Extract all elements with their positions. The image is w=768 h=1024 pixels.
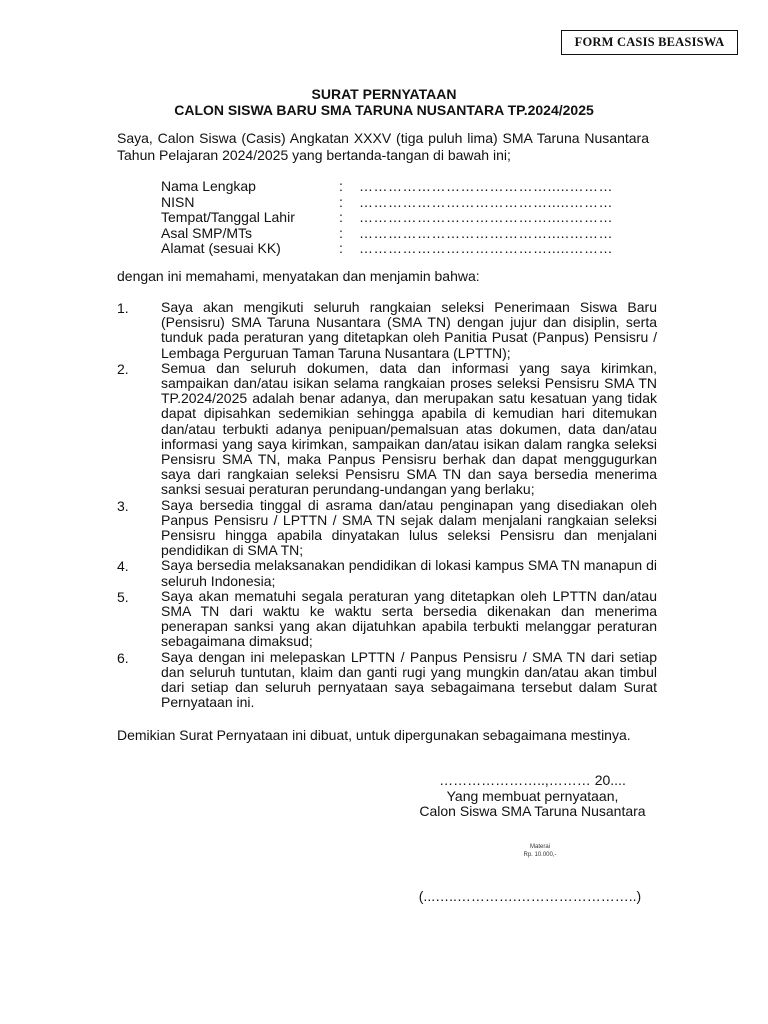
item-number: 6. <box>117 649 129 666</box>
materai-stamp-area <box>520 843 560 859</box>
list-item <box>117 498 657 559</box>
item-number: 2. <box>117 360 129 377</box>
field-label: Alamat (sesuai KK) <box>161 240 281 256</box>
list-item <box>117 361 657 498</box>
item-text: Semua dan seluruh dokumen, data dan informasi yang saya kirimkan, sampaikan dan/atau isikan selama rangkaian proses seleksi Pensisru SMA TN TP.2024/2025 adalah benar adanya, dan merupakan satu kesatuan yang tidak dapat dipisahkan sedemikian sehingga apabila di kemudian hari ditemukan dan/atau terbukti adanya penipuan/pemalsuan atas dokumen, data dan/atau informasi yang saya kirimkan, sampaikan dan/atau isikan dalam rangka seleksi Pensisru SMA TN, maka Panpus Pensisru berhak dan dapat menggugurkan saya dari rangkaian seleksi Pensisru SMA TN dan saya bersedia menerima sanksi sesuai peraturan perundang-undangan yang berlaku; <box>161 359 657 498</box>
materai-label: Materai <box>529 844 550 850</box>
list-item <box>117 650 657 711</box>
closing-statement: Demikian Surat Pernyataan ini dibuat, untuk dipergunakan sebagaimana mestinya. <box>117 727 631 743</box>
field-colon: : <box>339 224 343 241</box>
field-blank[interactable]: ………………………………….....……… <box>359 193 613 210</box>
signature-date-line[interactable]: …………………..,……… 20.... <box>439 772 626 788</box>
item-text: Saya bersedia melaksanakan pendidikan di lokasi kampus SMA TN manapun di seluruh Indonesia; <box>161 557 657 589</box>
item-number: 5. <box>117 588 129 605</box>
signature-role: Calon Siswa SMA Taruna Nusantara <box>419 803 646 819</box>
statement-list <box>117 300 657 710</box>
field-colon: : <box>339 209 343 225</box>
field-blank[interactable]: ………………………………….....……… <box>359 240 613 256</box>
field-blank[interactable]: ………………………………….....……… <box>359 178 613 194</box>
intro-paragraph: Saya, Calon Siswa (Casis) Angkatan XXXV (tiga puluh lima) SMA Taruna Nusantara Tahun Pelajaran 2024/2025 yang bertanda-tangan di bawah ini; <box>117 130 649 163</box>
document-subtitle: CALON SISWA BARU SMA TARUNA NUSANTARA TP.2024/2025 <box>174 102 594 118</box>
list-item <box>117 589 657 650</box>
field-label: Tempat/Tanggal Lahir <box>161 209 295 225</box>
list-item <box>117 300 657 361</box>
signature-maker: Yang membuat pernyataan, <box>446 788 619 804</box>
field-blank[interactable]: ………………………………….....……… <box>359 209 613 225</box>
signature-name-line[interactable]: (...…..………….……………………..) <box>418 888 642 904</box>
item-text: Saya bersedia tinggal di asrama dan/atau penginapan yang disediakan oleh Panpus Pensisru / LPTTN / SMA TN sejak dalam menjalani rangkaian seleksi Pensisru hingga apabila dinyatakan lulus seleksi Pensisru dan menjalani pendidikan di SMA TN; <box>161 496 657 559</box>
item-number: 3. <box>117 497 129 514</box>
item-text: Saya akan mematuhi segala peraturan yang ditetapkan oleh LPTTN dan/atau SMA TN dari waktu ke waktu serta bersedia dikenakan dan menerima penerapan sanksi yang akan dijatuhkan apabila terbukti melanggar peraturan sebagaimana dimaksud; <box>161 587 657 650</box>
field-colon: : <box>339 178 343 194</box>
item-number: 4. <box>117 558 129 575</box>
field-label: Nama Lengkap <box>161 178 256 194</box>
item-text: Saya akan mengikuti seluruh rangkaian seleksi Penerimaan Siswa Baru (Pensisru) SMA Taruna Nusantara (SMA TN) dengan jujur dan disiplin, serta tunduk pada peraturan yang ditetapkan oleh Panitia Pusat (Panpus) Pensisru / Lembaga Perguruan Taman Taruna Nusantara (LPTTN); <box>161 299 657 361</box>
item-text: Saya dengan ini melepaskan LPTTN / Panpus Pensisru / SMA TN dari setiap dan seluruh tuntutan, klaim dan ganti rugi yang mungkin dan/atau akan timbul dari setiap dan seluruh pernyataan saya sebagaimana tersebut dalam Surat Pernyataan ini. <box>161 648 657 711</box>
document-title: SURAT PERNYATAAN <box>311 86 457 102</box>
item-number: 1. <box>117 300 129 316</box>
field-colon: : <box>339 193 343 210</box>
field-label: NISN <box>161 193 195 210</box>
statement-lead: dengan ini memahami, menyatakan dan menjamin bahwa: <box>117 268 480 284</box>
field-blank[interactable]: ………………………………….....……… <box>359 224 613 241</box>
field-label: Asal SMP/MTs <box>161 224 253 241</box>
field-colon: : <box>339 240 343 256</box>
materai-amount: Rp. 10.000,- <box>523 852 557 858</box>
list-item <box>117 558 657 588</box>
form-type-label: FORM CASIS BEASISWA <box>561 30 738 55</box>
